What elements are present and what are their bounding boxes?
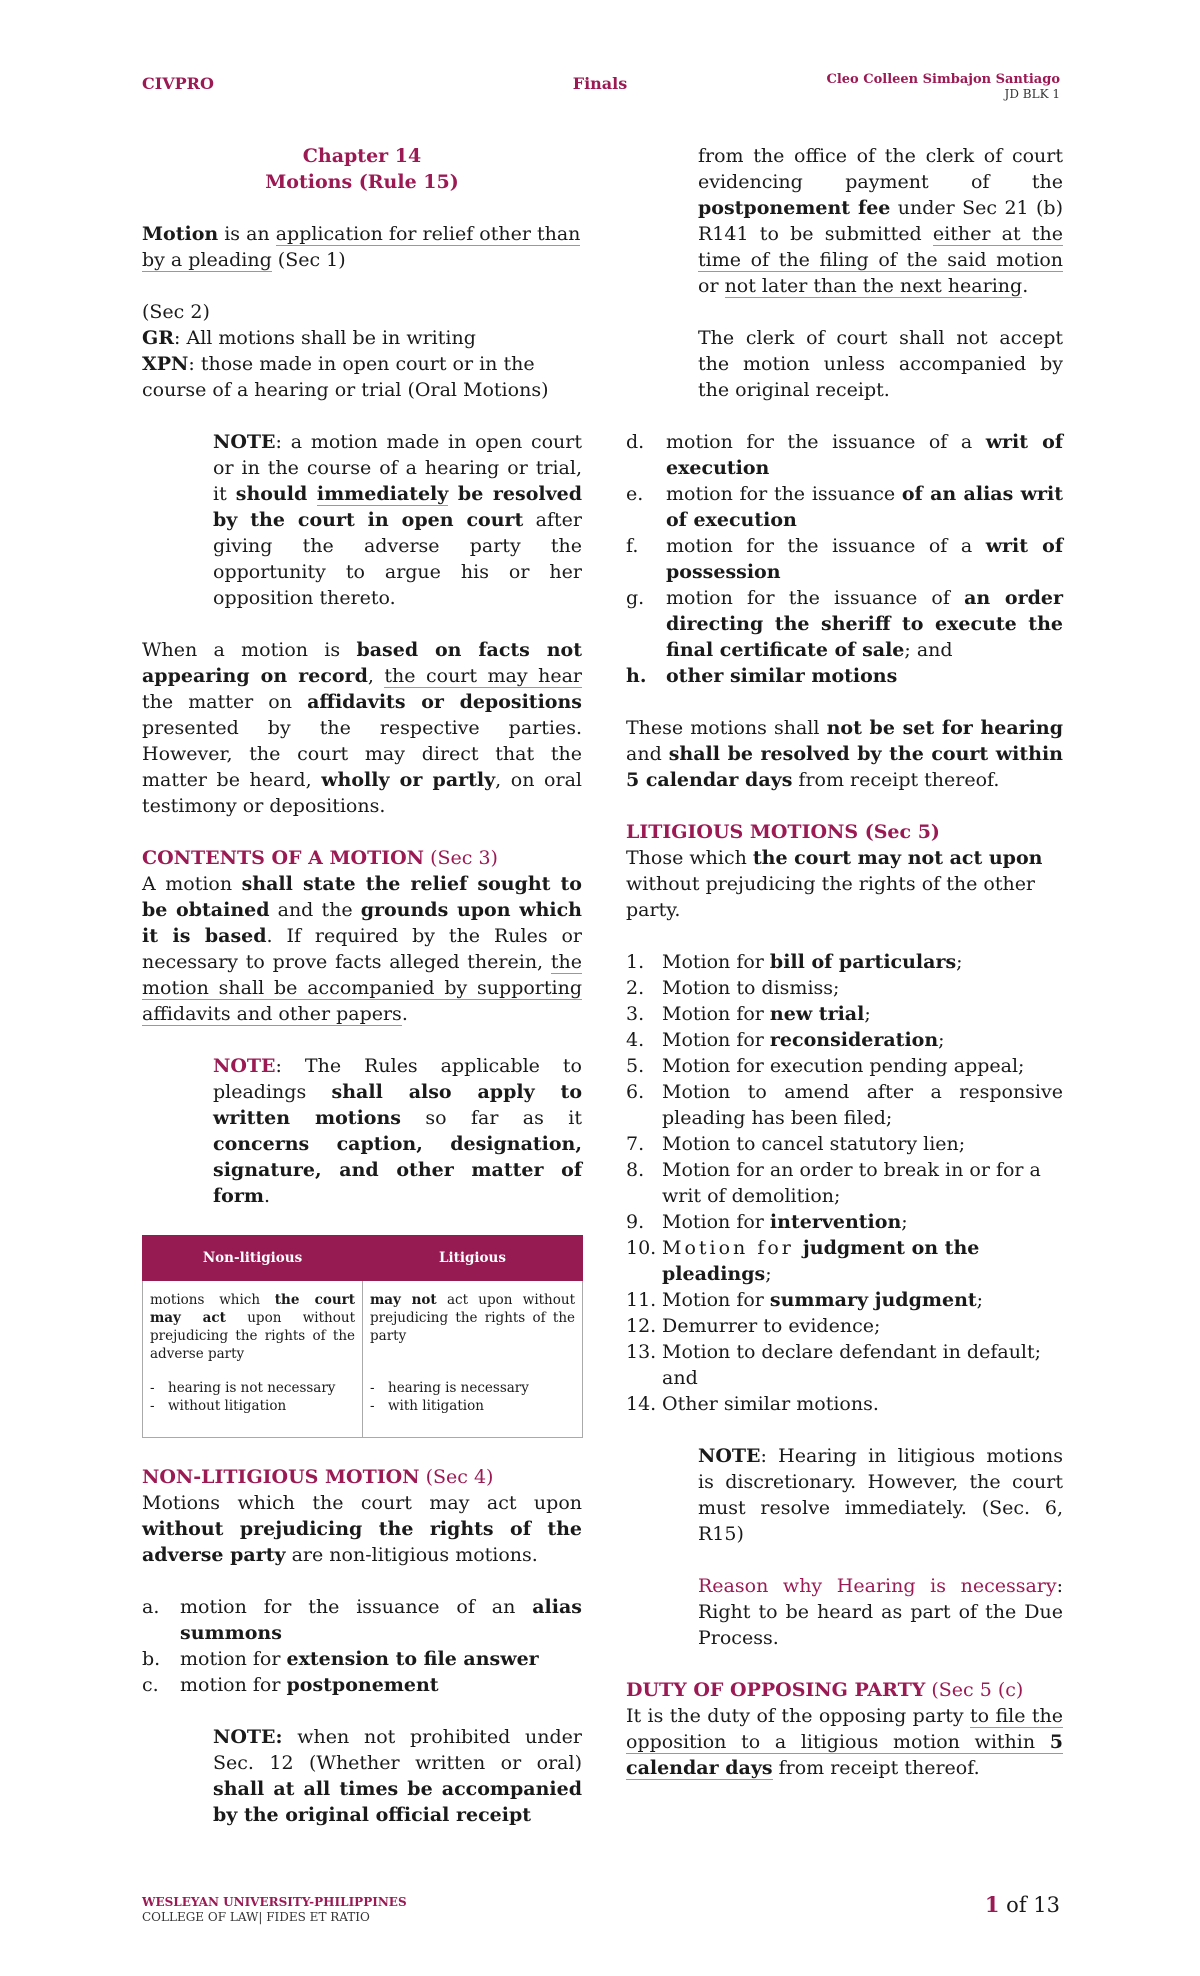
footer-school: WESLEYAN UNIVERSITY-PHILIPPINES [142, 1895, 407, 1909]
header-subject: CIVPRO [142, 74, 214, 93]
contents-heading: CONTENTS OF A MOTION (Sec 3) [142, 847, 498, 869]
sec2-cite: (Sec 2) [142, 301, 210, 323]
note-hearing-discretionary: NOTE: Hearing in litigious motions is discretionary. However, the court must resolve immediately. (Sec. 6, R15) [698, 1445, 1063, 1545]
table-header-litigious: Litigious [363, 1236, 583, 1281]
note-rules-applicable: NOTE: The Rules applicable to pleadings shall also apply to written motions so far as it concerns caption, designation, signature, and other matter of form. [213, 1055, 582, 1207]
list-item: 13. Motion to declare defendant in default; and [626, 1341, 1042, 1389]
note-postponement-part1: NOTE: when not prohibited under Sec. 12 (Whether written or oral) shall at all times be accompanied by the original official receipt [213, 1726, 582, 1826]
header-block: JD BLK 1 [1004, 87, 1060, 101]
list-item: f. motion for the issuance of a writ of possession [626, 535, 1063, 583]
list-item: 10. Motion for judgment on the pleadings; [626, 1237, 980, 1285]
nonlitigious-list [142, 1594, 582, 1698]
list-item: 14. Other similar motions. [626, 1393, 879, 1415]
footer-school-block [142, 1895, 407, 1925]
litigious-list [626, 949, 1063, 1417]
list-item: g. motion for the issuance of an order directing the sheriff to execute the final certificate of sale; and [626, 587, 1063, 661]
note-clerk: The clerk of court shall not accept the motion unless accompanied by the original receipt. [698, 327, 1063, 401]
table-cell-litigious: may not act upon without prejudicing the rights of the party - hearing is necessary - with litigation [363, 1281, 583, 1438]
duty-paragraph: It is the duty of the opposing party to file the opposition to a litigious motion within 5 calendar days from receipt thereof. [626, 1705, 1063, 1779]
header-term: Finals [572, 74, 628, 93]
exception: XPN: those made in open court or in the course of a hearing or trial (Oral Motions) [142, 353, 549, 401]
general-rule: GR: All motions shall be in writing [142, 327, 476, 349]
list-item: 6. Motion to amend after a responsive pleading has been filed; [626, 1081, 1063, 1129]
note-postponement-part2: from the office of the clerk of court evidencing payment of the postponement fee under Sec 21 (b) R141 to be submitted either at the time of the filing of the said motion or not later than the next hearing. [698, 145, 1064, 297]
right-column [626, 143, 1063, 1781]
list-item: a. motion for the issuance of an alias summons [142, 1596, 582, 1644]
list-item: 2. Motion to dismiss; [626, 977, 840, 999]
page-number: 1 of 13 [984, 1892, 1060, 1917]
nonlitigious-list-continued [626, 429, 1063, 689]
litigious-paragraph: Those which the court may not act upon without prejudicing the rights of the other party. [626, 847, 1043, 921]
list-item: c. motion for postponement [142, 1674, 439, 1696]
nonlitigious-paragraph: Motions which the court may act upon without prejudicing the rights of the adverse party are non-litigious motions. [142, 1492, 582, 1566]
list-item: 8. Motion for an order to break in or for a writ of demolition; [626, 1159, 1041, 1207]
chapter-title: Chapter 14 [302, 145, 422, 167]
list-item: 5. Motion for execution pending appeal; [626, 1055, 1025, 1077]
list-item: 7. Motion to cancel statutory lien; [626, 1133, 966, 1155]
footer-college: COLLEGE OF LAW| FIDES ET RATIO [142, 1910, 370, 1924]
duty-heading: DUTY OF OPPOSING PARTY (Sec 5 (c) [626, 1679, 1024, 1701]
facts-paragraph: When a motion is based on facts not appearing on record, the court may hear the matter on affidavits or depositions presented by the respective parties. However, the court may direct that the matter be heard, wholly or partly, on oral testimony or depositions. [142, 639, 582, 817]
contents-paragraph: A motion shall state the relief sought to be obtained and the grounds upon which it is based. If required by the Rules or necessary to prove facts alleged therein, the motion shall be accompanied by supporting affidavits and other papers. [142, 873, 582, 1025]
list-item: h. other similar motions [626, 665, 898, 687]
left-column [142, 143, 582, 1828]
list-item: 11. Motion for summary judgment; [626, 1289, 984, 1311]
these-motions-paragraph: These motions shall not be set for hearing and shall be resolved by the court within 5 calendar days from receipt thereof. [626, 717, 1063, 791]
list-item: 1. Motion for bill of particulars; [626, 951, 963, 973]
list-item: 12. Demurrer to evidence; [626, 1315, 881, 1337]
term: Motion [142, 223, 219, 245]
list-item: 3. Motion for new trial; [626, 1003, 871, 1025]
list-item: e. motion for the issuance of an alias writ of execution [626, 483, 1064, 531]
list-item: d. motion for the issuance of a writ of execution [626, 431, 1063, 479]
nonlitigious-heading: NON-LITIGIOUS MOTION (Sec 4) [142, 1466, 494, 1488]
list-item: 9. Motion for intervention; [626, 1211, 908, 1233]
header-author: Cleo Colleen Simbajon Santiago [826, 72, 1060, 87]
list-item: 4. Motion for reconsideration; [626, 1029, 945, 1051]
motion-definition: Motion is an application for relief other than by a pleading (Sec 1) [142, 223, 581, 271]
reason-hearing: Reason why Hearing is necessary: Right to be heard as part of the Due Process. [698, 1575, 1063, 1649]
comparison-table [142, 1235, 583, 1438]
note-oral-motion: NOTE: a motion made in open court or in the course of a hearing or trial, it should immediately be resolved by the court in open court after giving the adverse party the opportunity to argue his or her opposition thereto. [213, 431, 582, 609]
table-header-nonlitigious: Non-litigious [143, 1236, 363, 1281]
litigious-heading: LITIGIOUS MOTIONS (Sec 5) [626, 821, 940, 843]
list-item: b. motion for extension to file answer [142, 1648, 539, 1670]
header-author-block [826, 72, 1060, 102]
chapter-subtitle: Motions (Rule 15) [265, 171, 459, 193]
table-cell-nonlitigious: motions which the court may act upon without prejudicing the rights of the adverse party - hearing is not necessary - without litigation [143, 1281, 363, 1438]
